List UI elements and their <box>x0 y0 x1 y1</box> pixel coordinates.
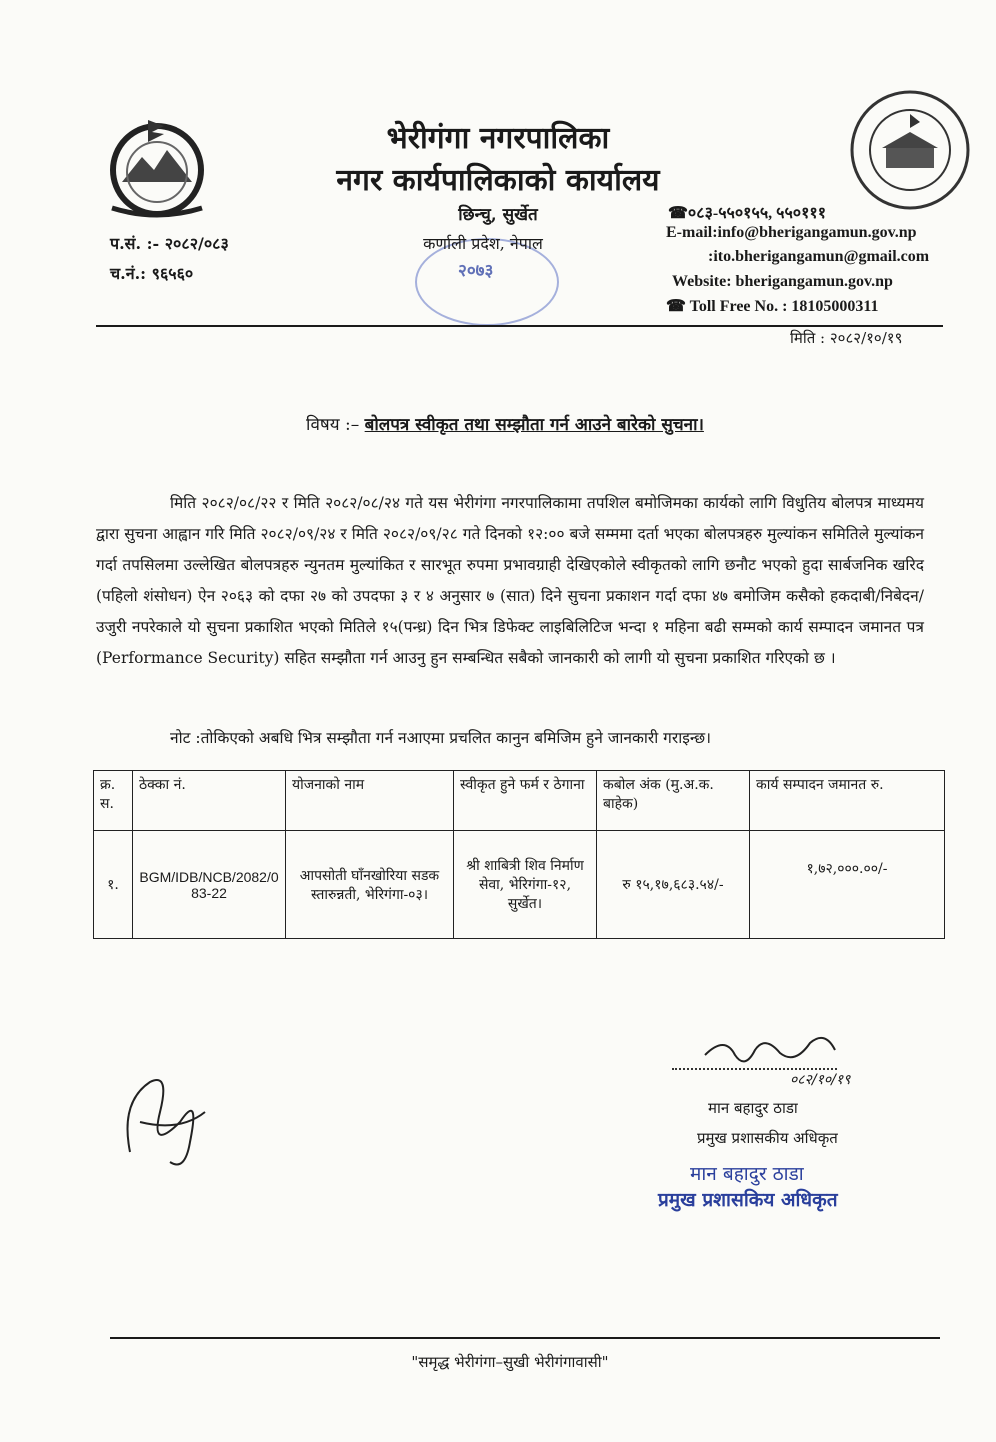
website-link[interactable]: Website: bherigangamun.gov.np <box>672 273 893 290</box>
accepted-bids-table <box>93 770 945 939</box>
phone-number: ☎०८३-५५०१५५, ५५०१११ <box>668 205 827 222</box>
office-title: भेरीगंगा नगरपालिका <box>386 121 610 156</box>
ref-number: प.सं. :- २०८२/०८३ <box>110 234 229 253</box>
header-divider <box>96 325 943 327</box>
footer-divider <box>110 1337 940 1339</box>
signatory-stamp-post: प्रमुख प्रशासकिय अधिकृत <box>658 1189 838 1211</box>
sign-date: ०८२/१०/१९ <box>790 1072 851 1088</box>
col-header-contract-no: ठेक्का नं. <box>133 771 286 831</box>
dispatch-number: च.नं.: ९६५६० <box>110 264 194 283</box>
table-header-row <box>94 771 945 831</box>
signatory-post: प्रमुख प्रशासकीय अधिकृत <box>697 1129 838 1147</box>
office-address-2: कर्णाली प्रदेश, नेपाल <box>423 234 543 253</box>
office-address-1: छिन्चु, सुर्खेत <box>458 205 538 225</box>
subject-label: विषय :– <box>306 415 360 435</box>
subject-line <box>0 412 996 435</box>
signatory-name: मान बहादुर ठाडा <box>708 1099 798 1117</box>
tollfree-number: ☎ Toll Free No. : 18105000311 <box>666 298 879 315</box>
table-row <box>94 831 945 939</box>
cell-project-name: आपसोती घाँनखोरिया सडक स्तारुन्नती, भेरिगंगा-०३। <box>286 831 454 939</box>
office-subtitle: नगर कार्यपालिकाको कार्यालय <box>336 163 660 198</box>
col-header-sn: क्र. स. <box>94 771 133 831</box>
stamp-year: २०७३ <box>458 261 494 281</box>
cell-bid-amount: रु १५,१७,६८३.५४/- <box>597 831 750 939</box>
left-signature-icon <box>110 1062 220 1182</box>
email-secondary[interactable]: :ito.bherigangamun@gmail.com <box>708 248 930 265</box>
col-header-project-name: योजनाको नाम <box>286 771 454 831</box>
subject-text: बोलपत्र स्वीकृत तथा सम्झौता गर्न आउने बारेको सुचना। <box>364 415 704 435</box>
col-header-performance-security: कार्य सम्पादन जमानत रु. <box>750 771 945 831</box>
col-header-firm: स्वीकृत हुने फर्म र ठेगाना <box>454 771 597 831</box>
cell-contract-no: BGM/IDB/NCB/2082/083-22 <box>133 831 286 939</box>
col-header-bid-amount: कबोल अंक (मु.अ.क. बाहेक) <box>597 771 750 831</box>
cell-firm: श्री शाबित्री शिव निर्माण सेवा, भेरिगंगा-१२, सुर्खेत। <box>454 831 597 939</box>
signatory-stamp-name: मान बहादुर ठाडा <box>690 1163 804 1185</box>
email-primary[interactable]: E-mail:info@bherigangamun.gov.np <box>666 224 917 241</box>
notice-note: नोट :तोकिएको अबधि भित्र सम्झौता गर्न नआएमा प्रचलित कानुन बमिजिम हुने जानकारी गराइन्छ। <box>170 729 712 747</box>
footer-motto: "समृद्ध भेरीगंगा–सुखी भेरीगंगावासी" <box>411 1353 609 1371</box>
cell-sn: १. <box>94 831 133 939</box>
letter-date: मिति : २०८२/१०/१९ <box>790 329 903 347</box>
notice-paragraph-text: मिति २०८२/०८/२२ र मिति २०८२/०८/२४ गते यस भेरीगंगा नगरपालिकामा तपशिल बमोजिमका कार्यको लागि विधुतिय बोलपत्र माध्यमय द्वारा सुचना आह्वान गरि मिति २०८२/०९/२४ र मिति २०८२/०९/२८ गते दिनको १२:०० बजे सम्ममा दर्ता भएका बोलपत्रहरु मुल्यांकन समितिले मुल्यांकन गर्दा तपसिलमा उल्लेखित बोलपत्रहरु न्युनतम मुल्यांकित र सारभूत रुपमा प्रभावग्राही देखिएकोले स्वीकृतको लागि छनौट भएको हुदा सार्बजनिक खरिद (पहिलो शंसोधन) ऐन २०६३ को दफा २७ को उपदफा ३ र ४ अनुसार ७ (सात) दिने सुचना प्रकाशन गर्दा दफा ४७ बमोजिम कसैको हकदाबी/निबेदन/उजुरी नपरेकाले यो सुचना प्रकाशित भएको मितिले १५(पन्ध्र) दिन भित्र डिफेक्ट लाइबिलिटिज भन्दा १ महिना बढी सम्मको कार्य सम्पादन जमानत पत्र (Performance Security) सहित सम्झौता गर्न आउनु हुन सम्बन्धित सबैको जानकारी को लागी यो सुचना प्रकाशित गरिएको छ । <box>96 494 924 667</box>
cell-performance-security: १,७२,०००.००/- <box>750 831 945 939</box>
notice-paragraph <box>96 488 924 674</box>
